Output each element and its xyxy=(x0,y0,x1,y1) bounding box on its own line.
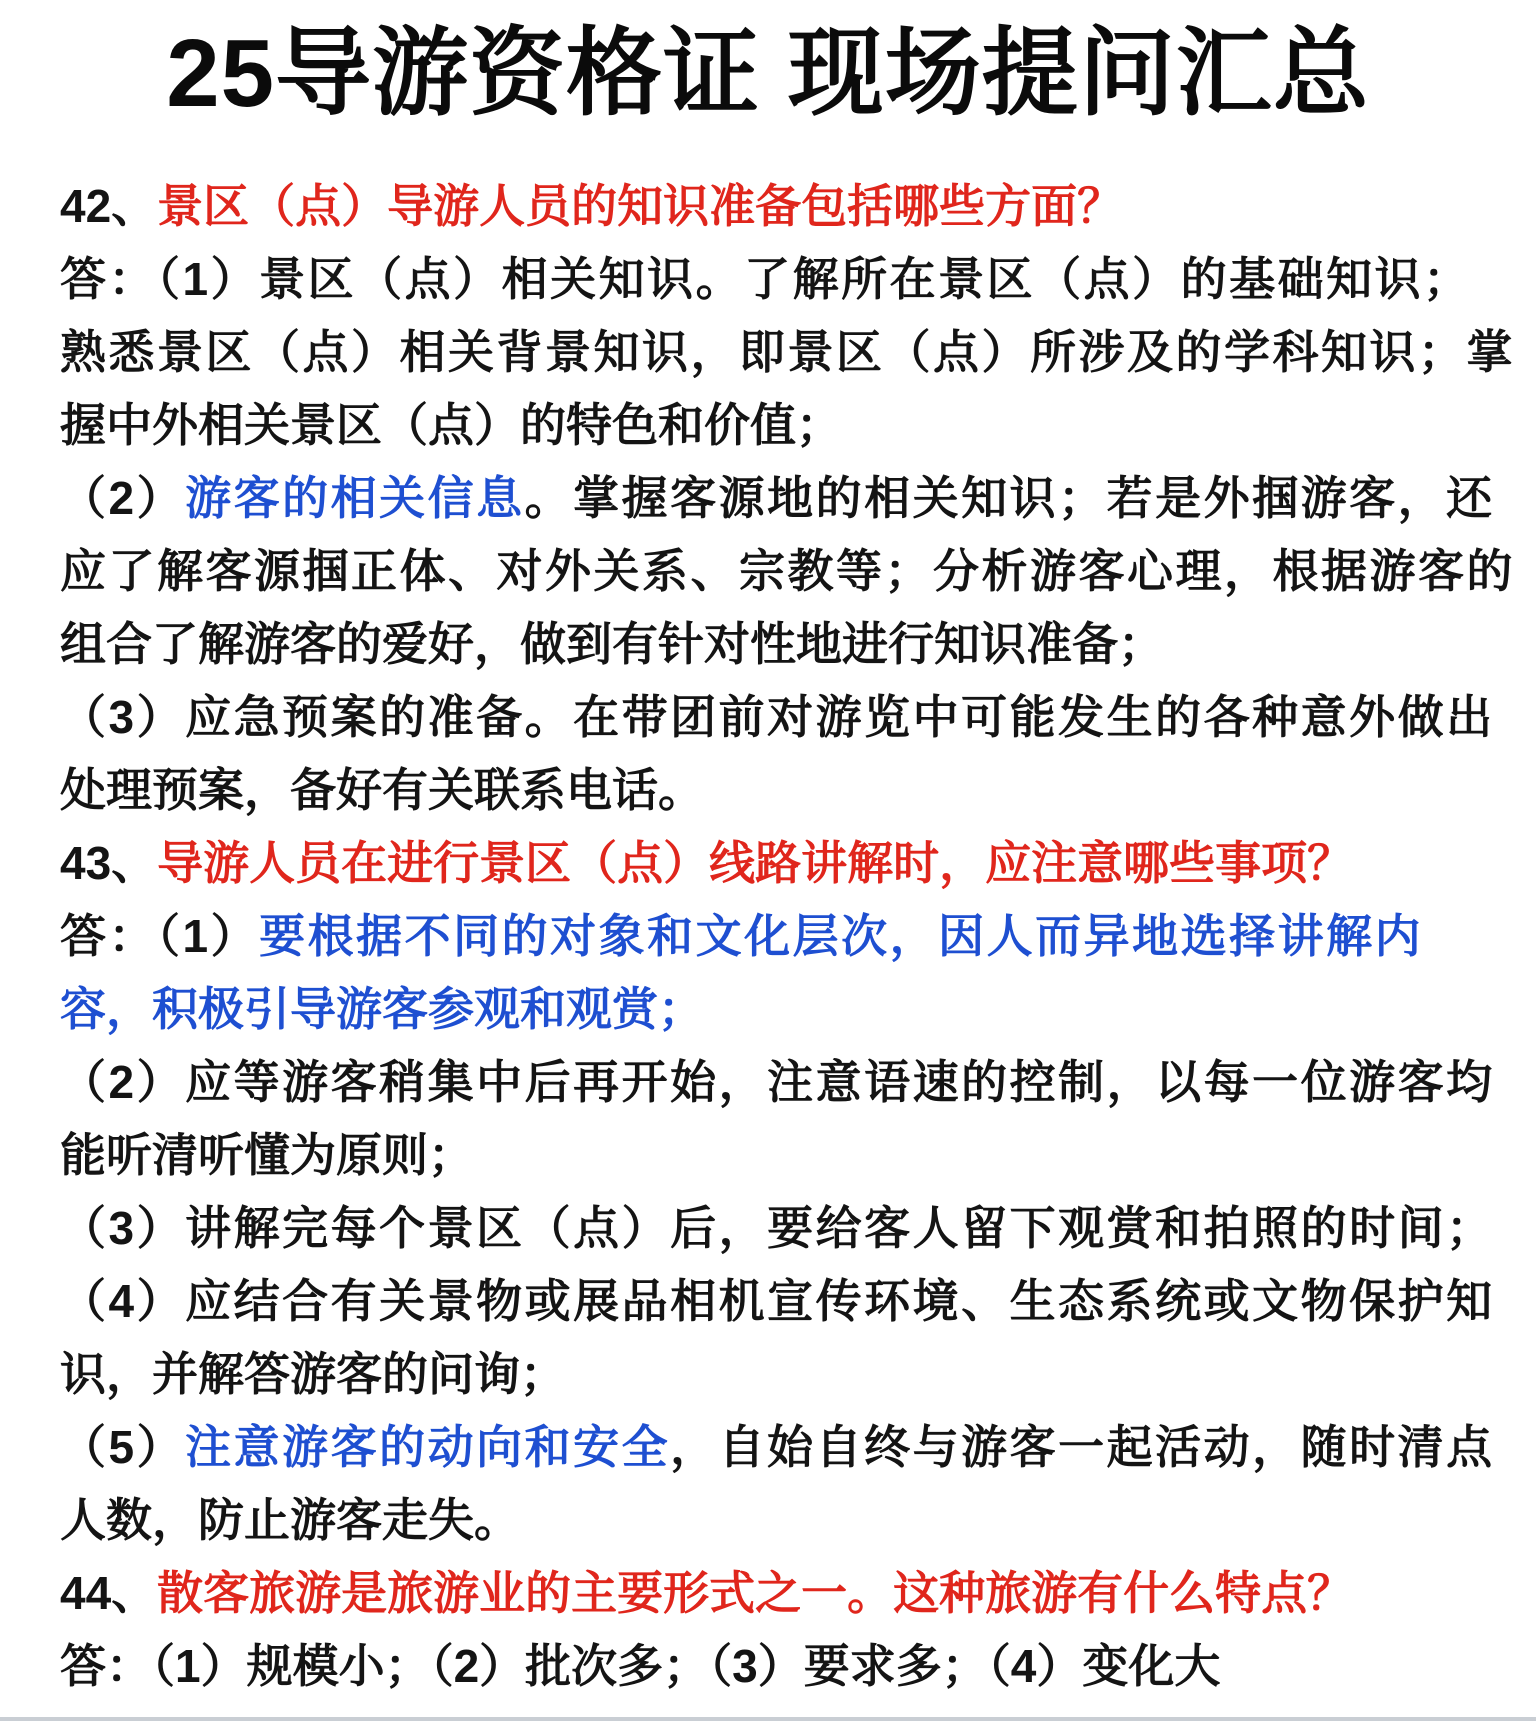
body-text: 组合了解游客的爱好，做到有针对性地进行知识准备； xyxy=(60,618,1164,670)
body-text: （3）应急预案的准备。在带团前对游览中可能发生的各种意外做出 xyxy=(60,691,1495,743)
text-line xyxy=(60,1046,1506,1119)
highlight-text: 注意游客的动向和安全 xyxy=(185,1421,671,1473)
question-text: 导游人员在进行景区（点）线路讲解时，应注意哪些事项？ xyxy=(157,837,1354,889)
text-line xyxy=(60,1338,1506,1411)
text-line xyxy=(60,170,1506,243)
text-line xyxy=(60,1557,1506,1630)
body-text: （5） xyxy=(60,1421,186,1473)
text-line xyxy=(60,1265,1506,1338)
text-line xyxy=(60,827,1506,900)
text-line xyxy=(60,1192,1506,1265)
bottom-divider xyxy=(0,1717,1536,1721)
highlight-text: 容，积极引导游客参观和观赏； xyxy=(60,983,704,1035)
text-line xyxy=(60,754,1506,827)
text-line xyxy=(60,1119,1506,1192)
text-line xyxy=(60,316,1515,389)
body-text: 44、 xyxy=(60,1567,158,1619)
body-text: 答：（1）景区（点）相关知识。了解所在景区（点）的基础知识； xyxy=(60,253,1472,305)
question-text: 景区（点）导游人员的知识准备包括哪些方面？ xyxy=(157,180,1124,232)
body-text: 答：（1）规模小；（2）批次多；（3）要求多；（4）变化大 xyxy=(60,1640,1221,1692)
text-line xyxy=(60,389,1506,462)
text-line xyxy=(60,608,1506,681)
page-title: 25导游资格证 现场提问汇总 xyxy=(166,20,1370,127)
body-text: 应了解客源掴正体、对外关系、宗教等；分析游客心理，根据游客的 xyxy=(60,545,1515,597)
body-text: （2）应等游客稍集中后再开始，注意语速的控制，以每一位游客均 xyxy=(60,1056,1495,1108)
text-line xyxy=(60,681,1506,754)
body-text: （2） xyxy=(60,472,186,524)
text-line xyxy=(60,900,1506,973)
text-line xyxy=(60,243,1506,316)
highlight-text: 要根据不同的对象和文化层次，因人而异地选择讲解内 xyxy=(259,910,1424,962)
text-line xyxy=(60,1411,1506,1484)
text-line xyxy=(60,462,1506,535)
body-text: 答：（1） xyxy=(60,910,260,962)
text-line xyxy=(60,1484,1506,1557)
body-text: 能听清听懂为原则； xyxy=(60,1129,474,1181)
text-line xyxy=(60,973,1506,1046)
question-text: 散客旅游是旅游业的主要形式之一。这种旅游有什么特点？ xyxy=(157,1567,1354,1619)
document-body xyxy=(60,170,1515,1703)
body-text: （3）讲解完每个景区（点）后，要给客人留下观赏和拍照的时间； xyxy=(60,1202,1495,1254)
body-text: 42、 xyxy=(60,180,158,232)
body-text: （4）应结合有关景物或展品相机宣传环境、生态系统或文物保护知 xyxy=(60,1275,1495,1327)
body-text: 43、 xyxy=(60,837,158,889)
body-text: ，自始自终与游客一起活动，随时清点 xyxy=(670,1421,1495,1473)
body-text: 。掌握客源地的相关知识；若是外掴游客，还 xyxy=(524,472,1495,524)
body-text: 处理预案，备好有关联系电话。 xyxy=(60,764,704,816)
body-text: 人数，防止游客走失。 xyxy=(60,1494,520,1546)
body-text: 握中外相关景区（点）的特色和价值； xyxy=(60,399,842,451)
body-text: 识，并解答游客的问询； xyxy=(60,1348,566,1400)
body-text: 熟悉景区（点）相关背景知识，即景区（点）所涉及的学科知识；掌 xyxy=(60,326,1515,378)
text-line xyxy=(60,1630,1506,1703)
text-line xyxy=(60,535,1515,608)
highlight-text: 游客的相关信息 xyxy=(185,472,525,524)
